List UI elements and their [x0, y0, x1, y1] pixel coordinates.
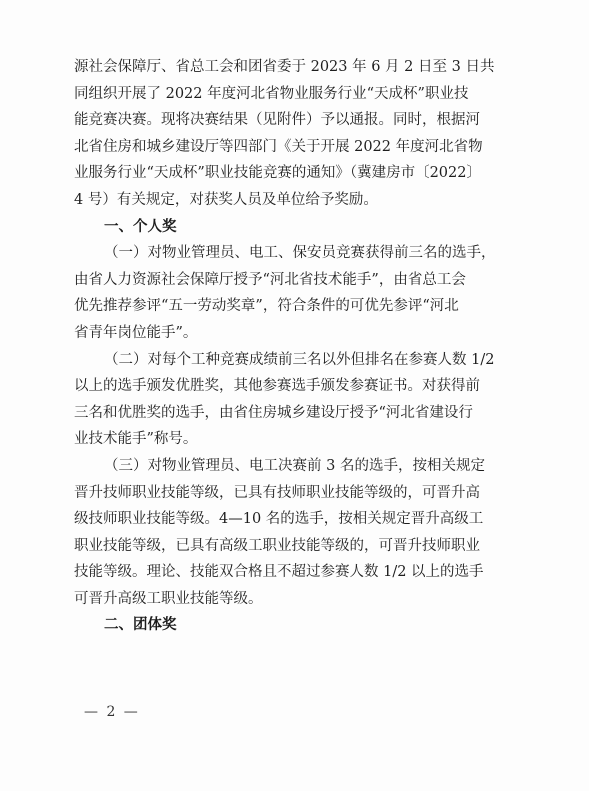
text-line: 优先推荐参评“五一劳动奖章”，符合条件的可优先参评“河北 — [74, 298, 459, 315]
text-line: 4 号）有关规定，对获奖人员及单位给予奖励。 — [74, 191, 378, 208]
text-line: 以上的选手颁发优胜奖，其他参赛选手颁发参赛证书。对获得前 — [74, 378, 480, 395]
text-line: 业服务行业“天成杯”职业技能竞赛的通知》（冀建房市〔2022〕 — [74, 165, 481, 182]
text-line: 晋升技师职业技能等级，已具有技师职业技能等级的，可晋升高 — [74, 484, 480, 501]
text-line: 同组织开展了 2022 年度河北省物业服务行业“天成杯”职业技 — [74, 85, 469, 102]
text-line: （三）对物业管理员、电工决赛前 3 名的选手，按相关规定 — [104, 457, 485, 474]
text-line: 业技术能手”称号。 — [74, 431, 198, 448]
text-line: 由省人力资源社会保障厅授予“河北省技术能手”，由省总工会 — [74, 271, 466, 288]
text-line: 技能等级。理论、技能双合格且不超过参赛人数 1/2 以上的选手 — [74, 564, 484, 581]
text-line: 级技师职业技能等级。4—10 名的选手，按相关规定晋升高级工 — [74, 511, 484, 528]
item-1-paragraph — [74, 240, 522, 346]
text-line: 北省住房和城乡建设厅等四部门《关于开展 2022 年度河北省物 — [74, 138, 483, 155]
text-line: 省青年岗位能手”。 — [74, 324, 198, 341]
text-line: 职业技能等级，已具有高级工职业技能等级的，可晋升技师职业 — [74, 537, 480, 554]
page-number: — 2 — — [84, 704, 140, 720]
text-line: 能竞赛决赛。现将决赛结果（见附件）予以通报。同时，根据河 — [74, 112, 480, 129]
text-line: 可晋升高级工职业技能等级。 — [74, 590, 263, 607]
item-2-paragraph — [74, 347, 522, 453]
text-line: （二）对每个工种竞赛成绩前三名以外但排名在参赛人数 1/2 — [104, 351, 495, 368]
section-heading-individual-award: 一、个人奖 — [104, 217, 177, 235]
text-line: 源社会保障厅、省总工会和团省委于 2023 年 6 月 2 日至 3 日共 — [74, 59, 495, 75]
intro-paragraph — [74, 54, 522, 214]
document-body — [74, 54, 522, 639]
item-3-paragraph — [74, 453, 522, 613]
text-line: 三名和优胜奖的选手，由省住房城乡建设厅授予“河北省建设行 — [74, 404, 473, 421]
text-line: （一）对物业管理员、电工、保安员竞赛获得前三名的选手， — [104, 245, 496, 262]
section-heading-team-award: 二、团体奖 — [104, 616, 177, 634]
